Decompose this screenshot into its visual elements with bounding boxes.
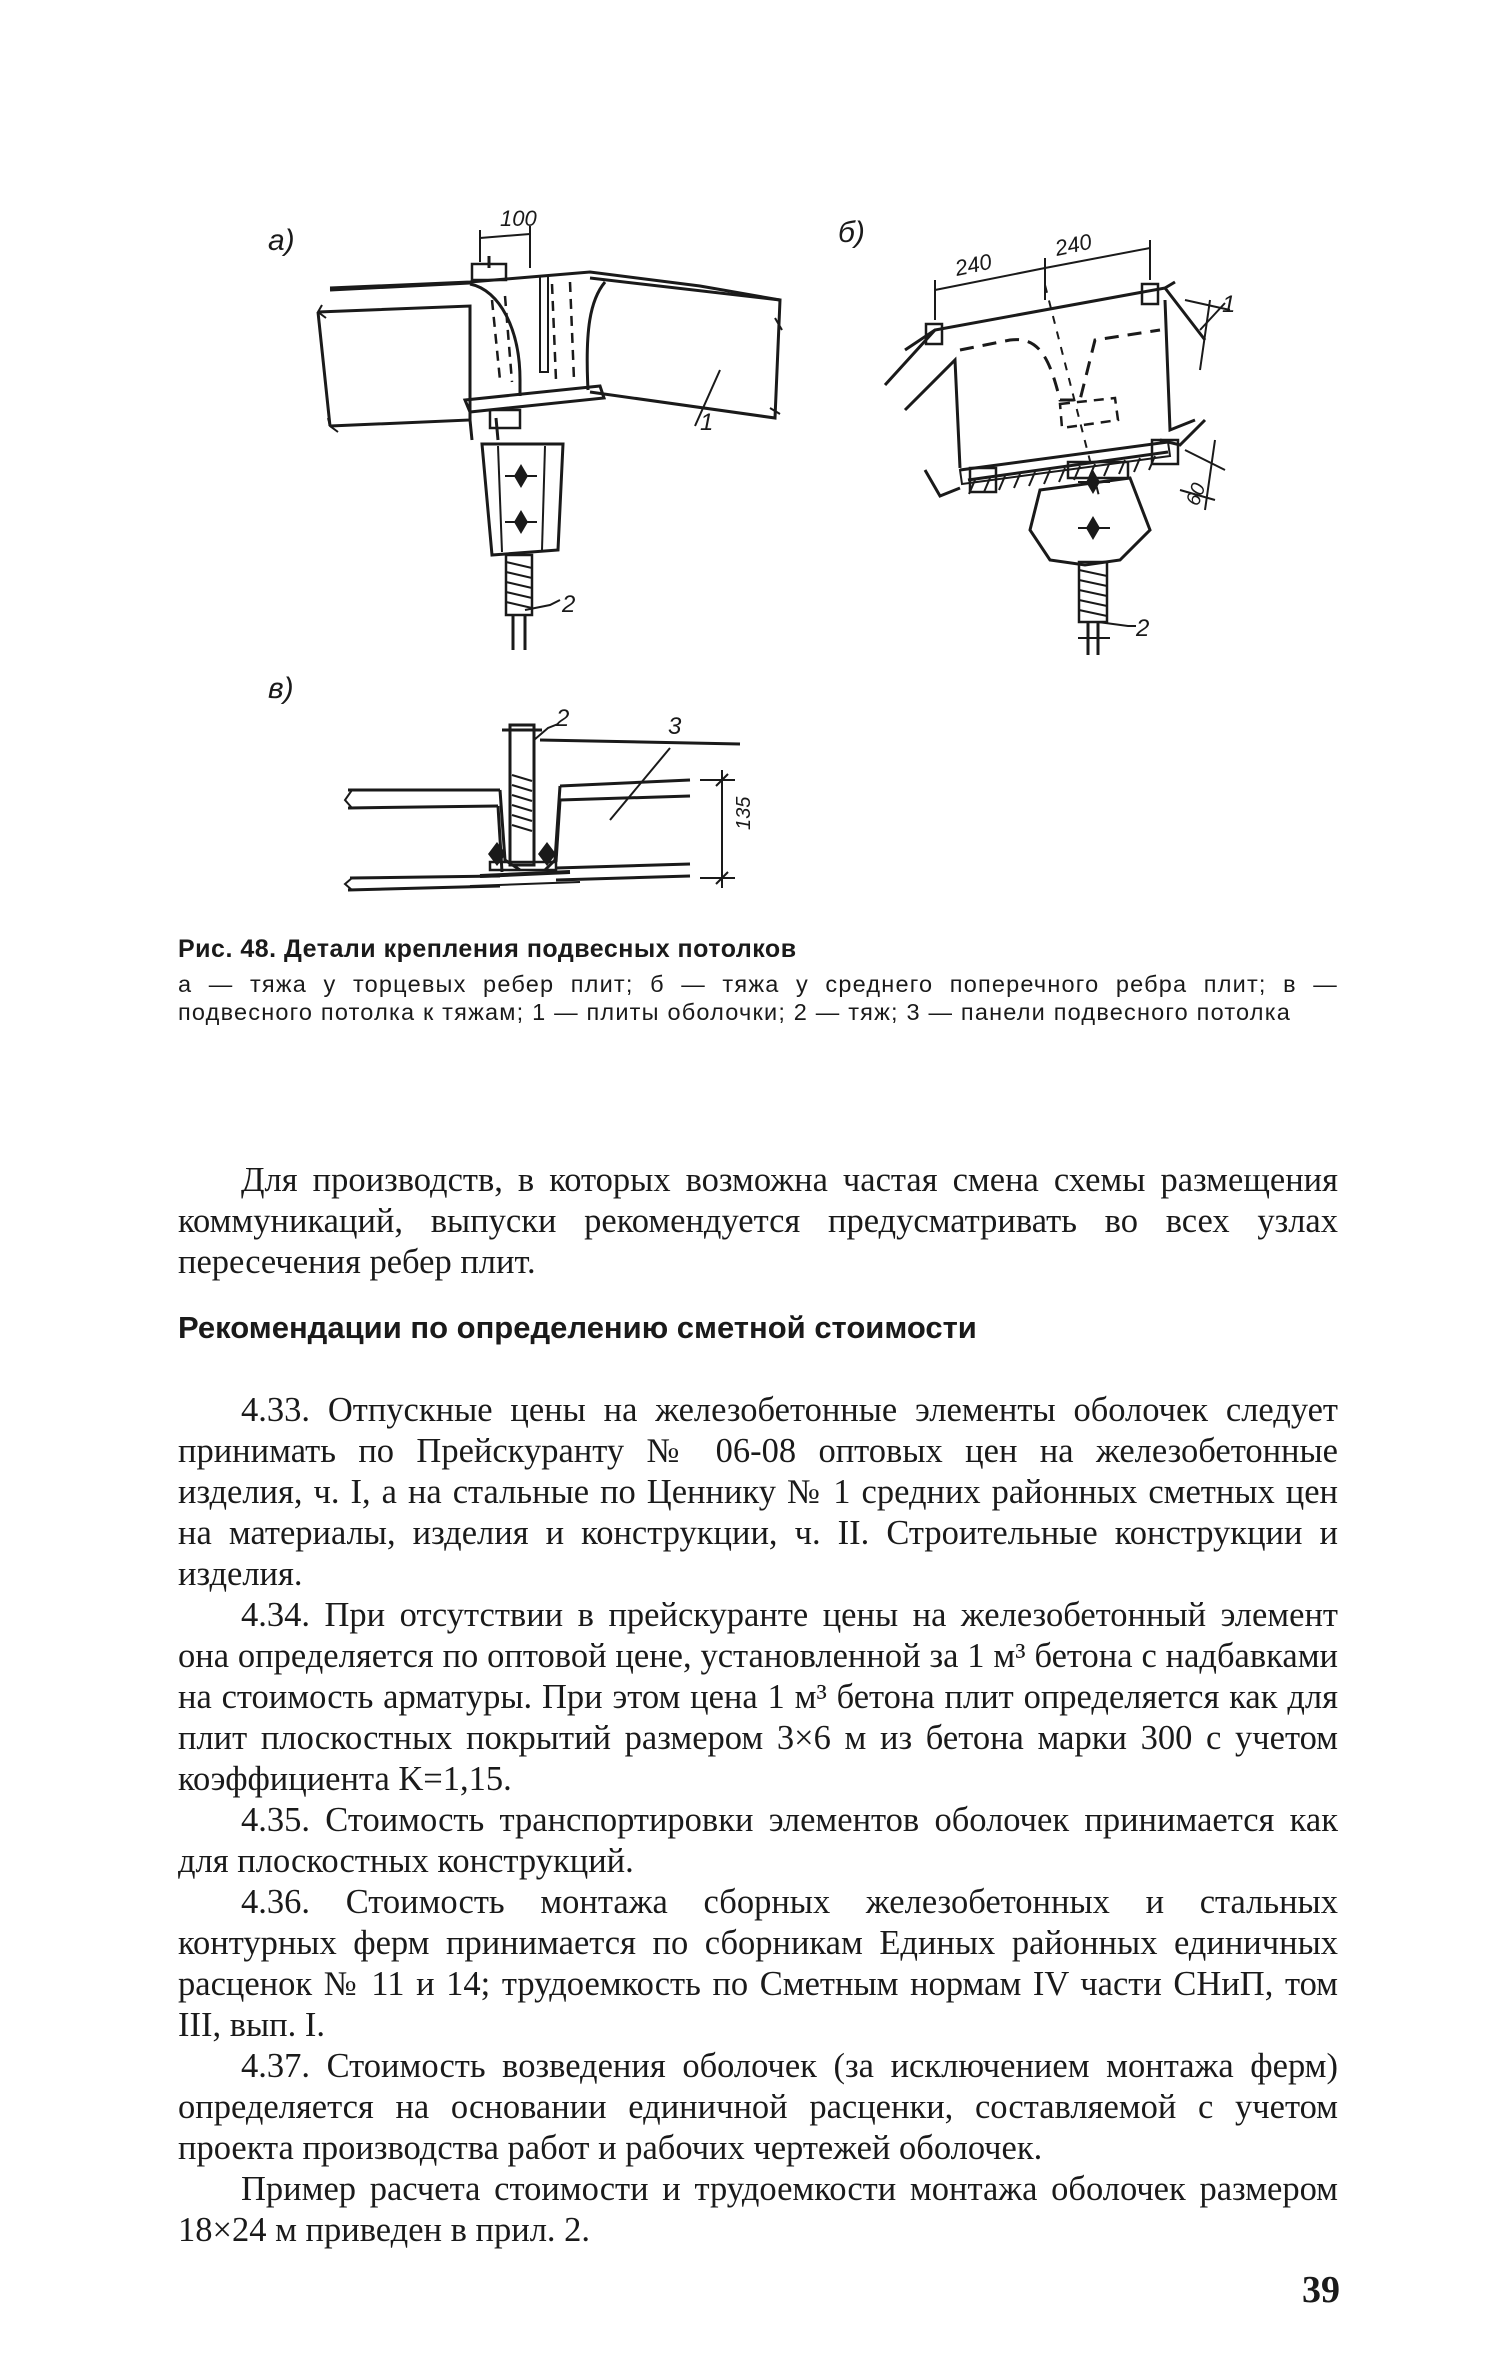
figure-48 (0, 0, 1501, 930)
intro-paragraph: Для производств, в которых возможна частая смена схемы размещения коммуникаций, выпуски рекомендуется предусматривать во всех узлах пересечения ребер плит. (178, 1161, 1338, 1281)
figure-caption (178, 935, 1338, 1026)
page-number: 39 (1302, 2269, 1340, 2311)
dimension-100: 100 (500, 206, 537, 231)
recommendations-list (178, 1390, 1338, 2251)
dimension-240-right: 240 (1052, 228, 1094, 261)
dimension-60: 60 (1182, 480, 1211, 509)
leader-label-1-b: 1 (1222, 291, 1236, 318)
leader-label-2-a: 2 (562, 591, 576, 618)
panel-c-label: в) (268, 672, 294, 705)
item-4-35: 4.35. Стоимость транспортировки элементов оболочек принимается как для плоскостных конструкций. (178, 1801, 1338, 1880)
item-4-34: 4.34. При отсутствии в прейскуранте цены на железобетонный элемент она определяется по оптовой цене, установленной за 1 м³ бетона с надбавками на стоимость арматуры. При этом цена 1 м³ бетона плит определяется как для плит плоскостных покрытий размером 3×6 м из бетона марки 300 с учетом коэффициента K=1,15. (178, 1596, 1338, 1798)
detail-c-drawing (345, 724, 740, 890)
detail-b-drawing (885, 240, 1230, 655)
intro-paragraph-block (178, 1160, 1338, 1283)
panel-a-label: а) (268, 224, 295, 257)
leader-label-1-a: 1 (700, 409, 714, 436)
dimension-240-left: 240 (952, 248, 994, 281)
detail-a-drawing (318, 226, 782, 650)
example-note: Пример расчета стоимости и трудоемкости монтажа оболочек размером 18×24 м приведен в прил. 2. (178, 2170, 1338, 2249)
panel-b-label: б) (838, 216, 865, 249)
item-4-36: 4.36. Стоимость монтажа сборных железобетонных и стальных контурных ферм принимается по сборникам Единых районных единичных расценок № 11 и 14; трудоемкость по Сметным нормам IV части СНиП, том III, вып. I. (178, 1883, 1338, 2044)
item-4-33: 4.33. Отпускные цены на железобетонные элементы оболочек следует принимать по Прейскуранту № 06-08 оптовых цен на железобетонные изделия, ч. I, а на стальные по Ценнику № 1 средних районных сметных цен на материалы, изделия и конструкции, ч. II. Строительные конструкции и изделия. (178, 1391, 1338, 1593)
caption-legend: а — тяжа у торцевых ребер плит; б — тяжа у среднего поперечного ребра плит; в — подвесного потолка к тяжам; 1 — плиты оболочки; 2 — тяж; 3 — панели подвесного потолка (178, 971, 1338, 1025)
caption-title: Рис. 48. Детали крепления подвесных потолков (178, 935, 797, 963)
leader-label-2-b: 2 (1136, 615, 1150, 642)
item-4-37: 4.37. Стоимость возведения оболочек (за исключением монтажа ферм) определяется на основании единичной расценки, составляемой с учетом проекта производства работ и рабочих чертежей оболочек. (178, 2047, 1338, 2167)
leader-label-2-c: 2 (556, 705, 570, 732)
leader-label-3-c: 3 (668, 713, 682, 740)
section-heading: Рекомендации по определению сметной стоимости (178, 1310, 977, 1345)
dimension-135: 135 (733, 796, 755, 830)
